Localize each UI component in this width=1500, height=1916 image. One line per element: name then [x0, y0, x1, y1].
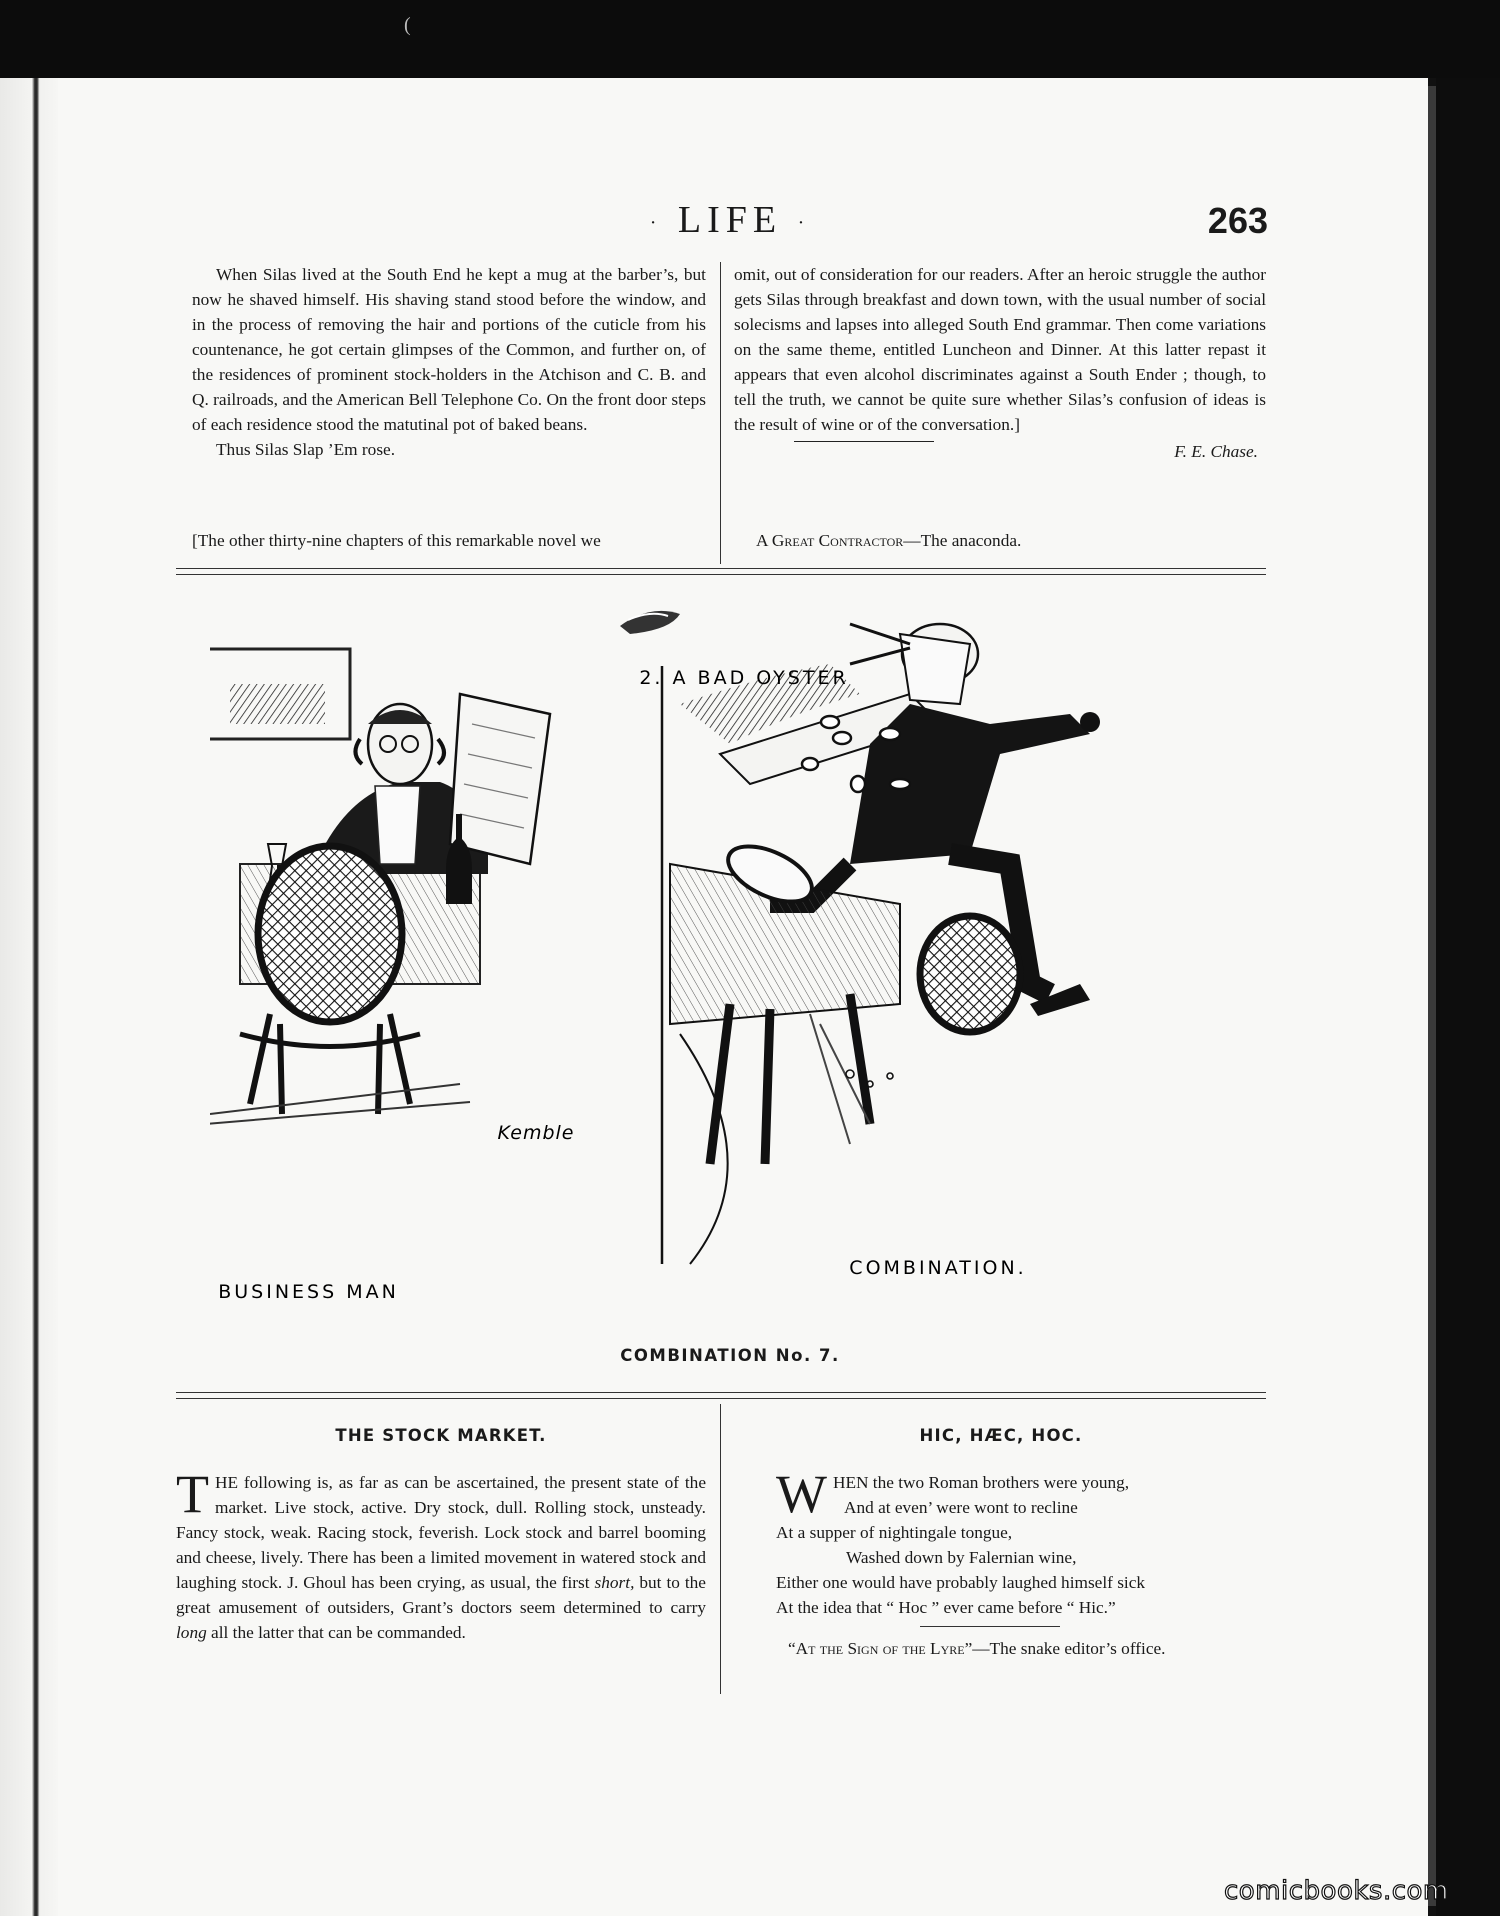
scan-mark: ( — [404, 14, 411, 36]
label-bad-oyster: 2. A BAD OYSTER — [639, 667, 849, 689]
page-number: 263 — [1207, 200, 1268, 241]
poem-line: HEN the two Roman brothers were young, — [832, 1473, 1130, 1492]
lyre-paragraph — [776, 1636, 1274, 1661]
artist-signature: Kemble — [497, 1122, 575, 1144]
page-right-edge — [1428, 86, 1436, 1906]
stock-market-title: THE STOCK MARKET. — [335, 1426, 547, 1445]
contractor-rest: —The anaconda. — [903, 531, 1022, 550]
site-watermark: comicbooks.com — [1224, 1876, 1449, 1906]
contractor-lead: A Great Contractor — [756, 531, 904, 550]
dropcap-w: W — [776, 1464, 827, 1524]
oyster-shell-drawing — [620, 611, 680, 634]
poem-body — [776, 1464, 1276, 1620]
stock-text-2: but to the great amusement of outsiders, Grant’s doctors seem determined to carry — [176, 1573, 706, 1617]
poem-line: At a supper of nightingale tongue, — [776, 1523, 1013, 1542]
poem-line: Either one would have probably laughed himself sick — [776, 1573, 1146, 1592]
poem-title: HIC, HÆC, HOC. — [919, 1426, 1083, 1445]
bottom-section-rule-2 — [176, 1398, 1266, 1399]
short-divider — [794, 441, 934, 442]
top-column-divider — [720, 262, 721, 564]
top-section-rule — [176, 568, 1266, 569]
scan-right-band — [1436, 78, 1500, 1916]
stock-text: HE following is, as far as can be ascertained, the present state of the market. Live stock, active. Dry stock, dull. Rolling stock, unsteady. Fancy stock, weak. Racing stock, feverish. Lock stock and barrel booming and cheese, lively. There has been a limited movement in watered stock and laughing stock. J. Ghoul has been crying, as usual, the first — [176, 1473, 706, 1592]
combination-drawing — [670, 624, 1100, 1264]
poem-line: And at even’ were wont to recline — [844, 1498, 1078, 1517]
bottom-section-rule — [176, 1392, 1266, 1393]
article-paragraph: Thus Silas Slap ’Em rose. — [216, 440, 396, 459]
stock-short-word: short, — [594, 1573, 635, 1592]
poem-line: At the idea that “ Hoc ” ever came before “ Hic.” — [776, 1598, 1116, 1617]
stock-market-article — [176, 1464, 706, 1645]
article-paragraph: omit, out of consideration for our readers. After an heroic struggle the author gets Silas through breakfast and down town, with the usual number of social solecisms and lapses into alleged South End grammar. Then come variations on the same theme, entitled Luncheon and Dinner. At this latter repast it appears that even alcohol discriminates against a South Ender ; though, to tell the truth, we cannot be quite sure whether Silas’s confusion of ideas is the result of wine or of the conversation.] — [734, 265, 1266, 434]
dropcap-t: T — [176, 1464, 209, 1524]
article-left-column — [192, 262, 706, 462]
cartoon-illustration — [210, 604, 1270, 1324]
label-business-man: A BUSINESS MAN — [210, 1281, 399, 1303]
stock-long-word: long — [176, 1623, 207, 1642]
bottom-column-divider — [720, 1404, 721, 1694]
facing-page-edge — [0, 78, 58, 1916]
poem-line: Washed down by Falernian wine, — [846, 1548, 1077, 1567]
cartoon-drawing — [210, 604, 1270, 1324]
lyre-lead: “At the Sign of the Lyre” — [788, 1639, 973, 1658]
article-right-column — [734, 262, 1266, 464]
label-combination: COMBINATION. — [849, 1257, 1027, 1279]
masthead-title: · LIFE · — [649, 199, 811, 241]
stock-text-3: all the latter that can be commanded. — [206, 1623, 466, 1642]
author-signature: F. E. Chase. — [1174, 442, 1258, 461]
top-section-rule-2 — [176, 574, 1266, 575]
illustration-caption: COMBINATION No. 7. — [620, 1346, 840, 1365]
poem-short-rule — [920, 1626, 1060, 1627]
article-paragraph: When Silas lived at the South End he kept a mug at the barber’s, but now he shaved himself. His shaving stand stood before the window, and in the process of removing the hair and portions of the cuticle from his countenance, he got certain glimpses of the Common, and further on, of the residences of prominent stock-holders in the Atchison and C. B. and Q. railroads, and the American Bell Telephone Co. On the front door steps of each residence stood the matutinal pot of baked beans. — [192, 265, 706, 434]
scan-top-band — [0, 0, 1500, 78]
article-bracket-line: [The other thirty-nine chapters of this remarkable novel we — [192, 531, 601, 550]
lyre-rest: —The snake editor’s office. — [972, 1639, 1166, 1658]
business-man-drawing — [210, 649, 550, 1124]
contractor-paragraph — [756, 528, 1021, 553]
